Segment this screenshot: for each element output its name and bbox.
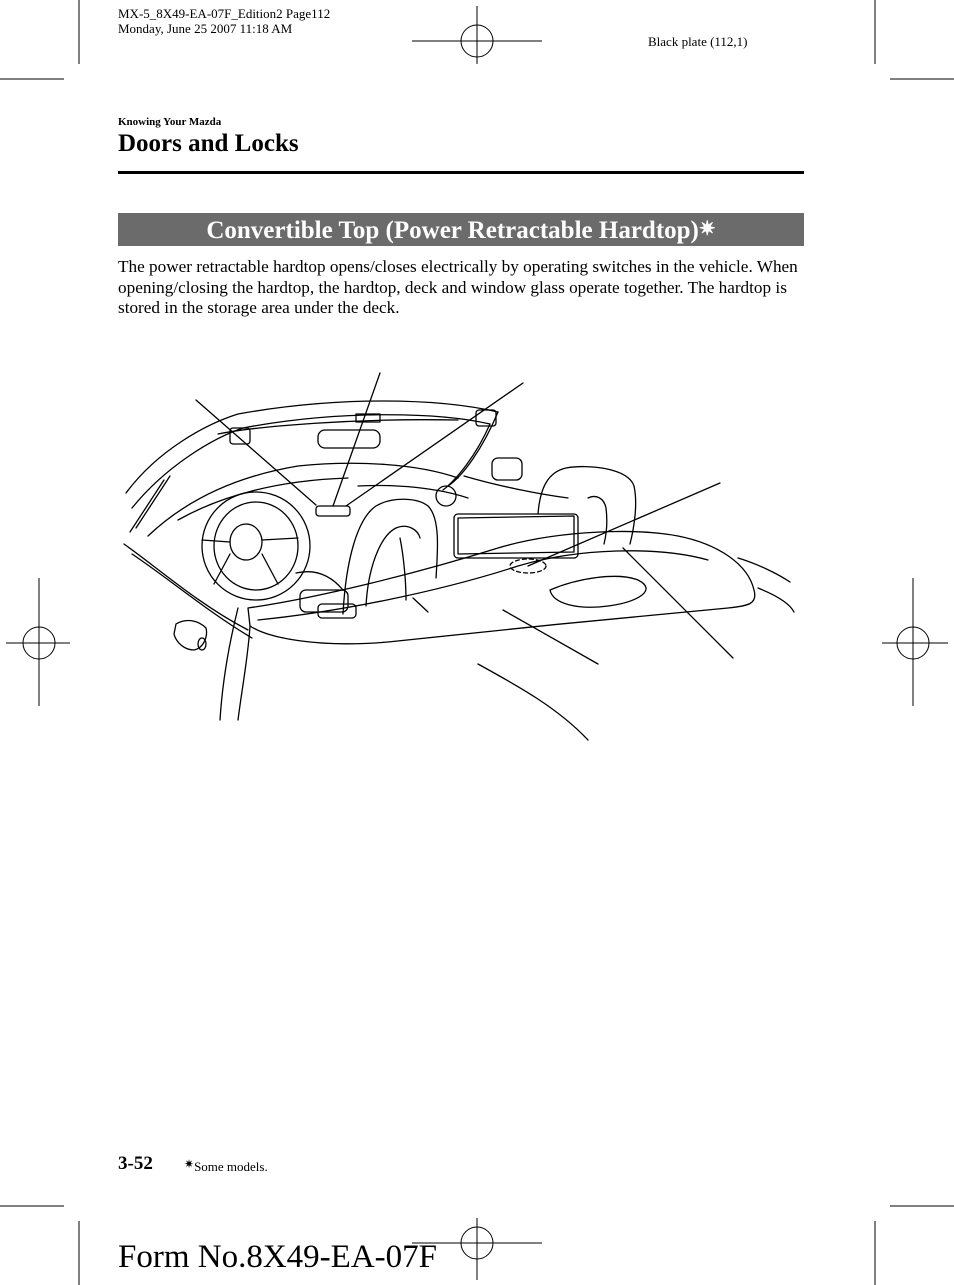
topic-banner	[118, 213, 804, 246]
chapter-title: Doors and Locks	[118, 130, 299, 157]
asterisk-icon: ✷	[698, 218, 716, 240]
form-number: Form No.8X49-EA-07F	[118, 1239, 437, 1275]
footnote-text: Some models.	[194, 1159, 268, 1174]
print-header-date: Monday, June 25 2007 11:18 AM	[118, 21, 293, 36]
convertible-interior-illustration	[118, 368, 798, 743]
topic-title: Convertible Top (Power Retractable Hardtop)	[206, 217, 699, 244]
print-header	[118, 6, 330, 36]
asterisk-icon: ✷	[184, 1157, 195, 1171]
page-number: 3-52	[118, 1153, 153, 1174]
leader-line	[528, 483, 720, 566]
header-rule	[118, 171, 804, 174]
section-title: Knowing Your Mazda	[118, 116, 222, 128]
leader-line	[196, 400, 316, 505]
leader-line	[623, 548, 733, 658]
body-paragraph: The power retractable hardtop opens/closes electrically by operating switches in the vehicle. When opening/closing the hardtop, the hardtop, deck and window glass operate together. The hardtop is stored in the storage area under the deck.	[118, 257, 798, 317]
print-header-file: MX-5_8X49-EA-07F_Edition2 Page112	[118, 6, 331, 21]
plate-label: Black plate (112,1)	[648, 34, 748, 49]
leader-line	[503, 610, 598, 664]
leader-line	[413, 598, 428, 612]
footnote	[184, 1157, 268, 1175]
